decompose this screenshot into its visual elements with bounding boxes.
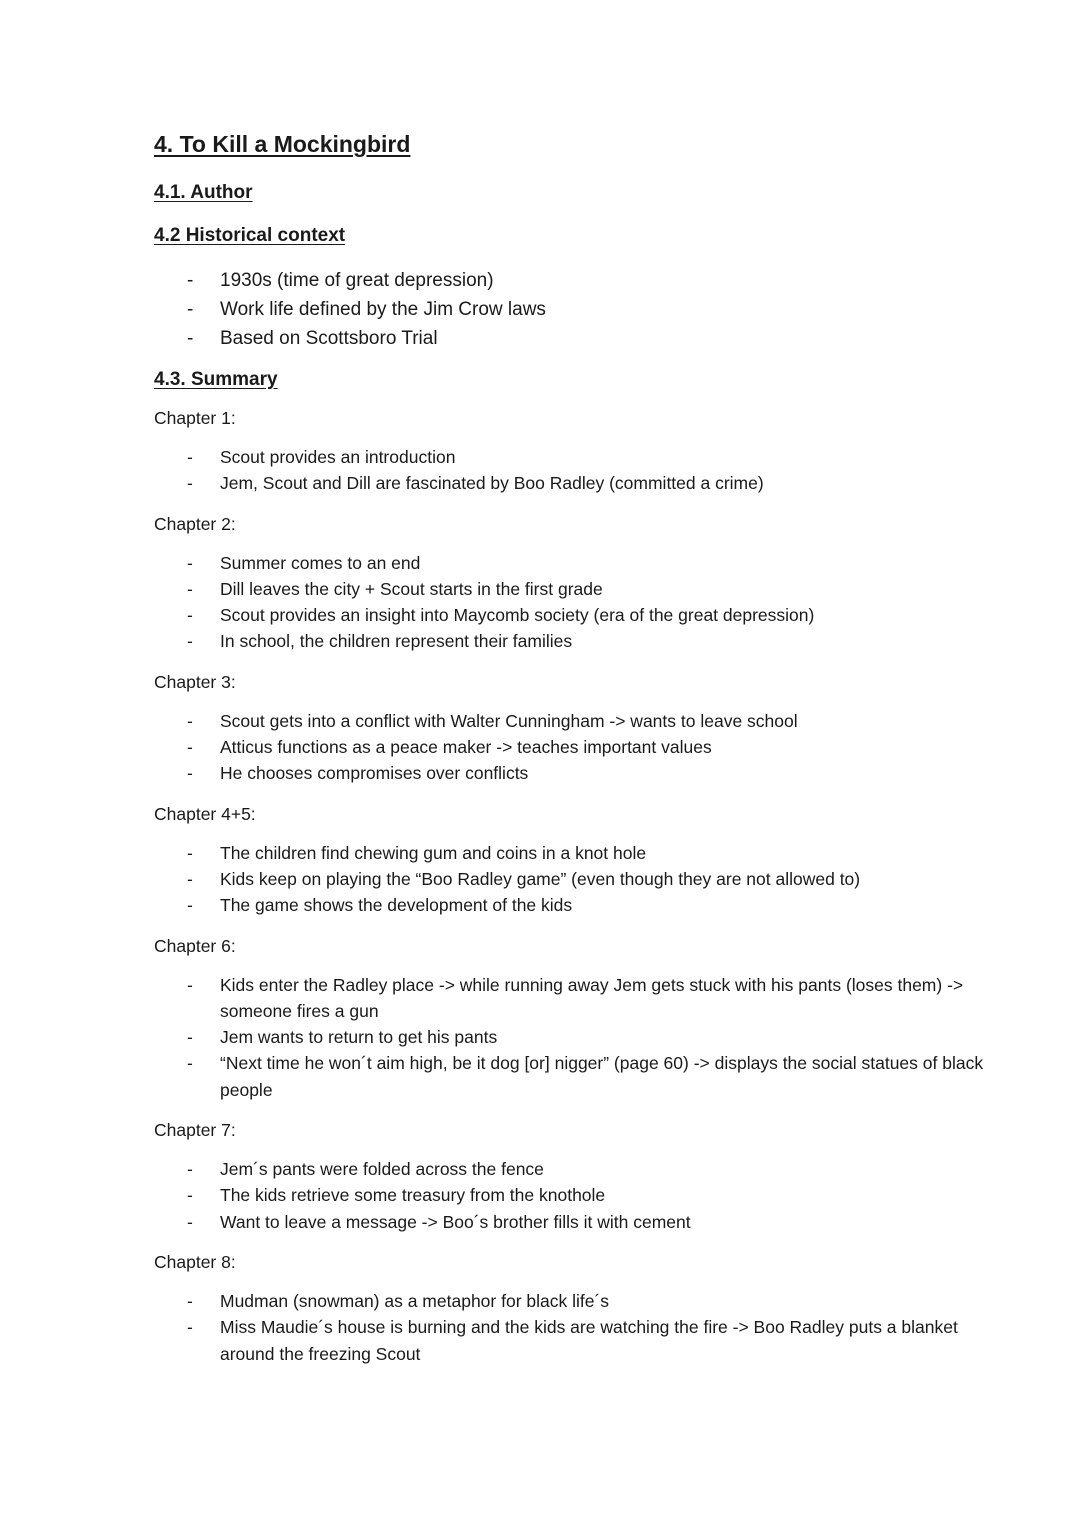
bullet-dash: - xyxy=(187,1290,193,1311)
list-item xyxy=(154,470,994,496)
list-item xyxy=(154,1050,994,1103)
section-heading-historical-context: 4.2 Historical context xyxy=(154,225,346,246)
section-heading-summary: 4.3. Summary xyxy=(154,369,278,390)
bullet-dash: - xyxy=(187,552,193,573)
chapter-label: Chapter 2: xyxy=(154,513,236,534)
list-item-text: Scout provides an introduction xyxy=(220,447,456,467)
chapter-label: Chapter 3: xyxy=(154,671,236,692)
list-item-text: Summer comes to an end xyxy=(220,552,421,573)
list-item xyxy=(154,550,994,576)
chapter-label: Chapter 4+5: xyxy=(154,803,256,824)
list-item xyxy=(154,1288,994,1314)
list-item-text: The children find chewing gum and coins in a knot hole xyxy=(220,842,647,863)
list-item-text: Jem´s pants were folded across the fence xyxy=(220,1159,544,1180)
chapter-bullet-list xyxy=(154,840,994,919)
bullet-dash: - xyxy=(187,842,193,863)
list-item-text: Jem, Scout and Dill are fascinated by Boo Radley (committed a crime) xyxy=(220,473,764,494)
list-item-text: Jem wants to return to get his pants xyxy=(220,1027,498,1048)
bullet-dash: - xyxy=(187,328,194,349)
list-item-text: Atticus functions as a peace maker -> teaches important values xyxy=(220,737,712,758)
list-item xyxy=(154,892,994,918)
list-item xyxy=(154,1182,994,1208)
chapter-bullet-list xyxy=(154,550,994,655)
list-item xyxy=(154,444,994,470)
bullet-dash: - xyxy=(187,763,193,784)
bullet-dash: - xyxy=(187,737,193,758)
bullet-dash: - xyxy=(187,1027,193,1048)
bullet-dash: - xyxy=(187,1053,193,1074)
list-item-text: Kids keep on playing the “Boo Radley game” (even though they are not allowed to) xyxy=(220,868,861,889)
list-item xyxy=(154,628,994,654)
list-item-text: Miss Maudie´s house is burning and the kids are watching the fire -> Boo Radley puts a blanket around the freezing Scout xyxy=(220,1317,958,1364)
bullet-dash: - xyxy=(187,605,193,626)
list-item xyxy=(154,576,994,602)
chapter-bullet-list xyxy=(154,1288,994,1367)
list-item-text: The game shows the development of the kids xyxy=(220,895,573,916)
bullet-dash: - xyxy=(187,710,193,731)
list-item-text: Work life defined by the Jim Crow laws xyxy=(220,299,546,320)
list-item-text: He chooses compromises over conflicts xyxy=(220,763,529,784)
list-item-text: Based on Scottsboro Trial xyxy=(220,328,438,349)
list-item-text: The kids retrieve some treasury from the knothole xyxy=(220,1185,606,1206)
list-item-text: Want to leave a message -> Boo´s brother fills it with cement xyxy=(220,1211,691,1232)
list-item xyxy=(154,708,994,734)
chapter-bullet-list xyxy=(154,444,994,497)
list-item xyxy=(154,1209,994,1235)
list-item xyxy=(154,1314,994,1367)
bullet-dash: - xyxy=(187,299,194,320)
bullet-dash: - xyxy=(187,1159,193,1180)
list-item xyxy=(154,734,994,760)
document-page xyxy=(154,128,994,1381)
chapter-bullet-list xyxy=(154,1156,994,1235)
chapter-bullet-list xyxy=(154,972,994,1103)
historical-context-list xyxy=(154,266,994,353)
list-item xyxy=(154,266,994,295)
chapter-label: Chapter 1: xyxy=(154,408,236,428)
document-title: 4. To Kill a Mockingbird xyxy=(154,131,411,157)
list-item xyxy=(154,295,994,324)
chapter-label: Chapter 6: xyxy=(154,935,236,956)
bullet-dash: - xyxy=(187,270,194,291)
list-item-text: Scout gets into a conflict with Walter Cunningham -> wants to leave school xyxy=(220,710,798,731)
bullet-dash: - xyxy=(187,1317,193,1338)
list-item-text: Dill leaves the city + Scout starts in the first grade xyxy=(220,578,603,599)
list-item-text: Scout provides an insight into Maycomb society (era of the great depression) xyxy=(220,605,815,626)
list-item-text: 1930s (time of great depression) xyxy=(220,270,494,291)
bullet-dash: - xyxy=(187,447,193,467)
bullet-dash: - xyxy=(187,895,193,916)
list-item-text: Kids enter the Radley place -> while running away Jem gets stuck with his pants (loses them) -> someone fires a gun xyxy=(220,974,964,1021)
list-item-text: In school, the children represent their families xyxy=(220,631,573,652)
bullet-dash: - xyxy=(187,631,193,652)
list-item xyxy=(154,972,994,1025)
list-item xyxy=(154,1024,994,1050)
list-item xyxy=(154,602,994,628)
list-item xyxy=(154,840,994,866)
list-item-text: Mudman (snowman) as a metaphor for black life´s xyxy=(220,1290,610,1311)
section-heading-author: 4.1. Author xyxy=(154,182,253,203)
list-item xyxy=(154,866,994,892)
bullet-dash: - xyxy=(187,1211,193,1232)
list-item xyxy=(154,760,994,786)
bullet-dash: - xyxy=(187,868,193,889)
bullet-dash: - xyxy=(187,578,193,599)
summary-chapters xyxy=(154,405,994,1367)
chapter-bullet-list xyxy=(154,708,994,787)
list-item xyxy=(154,1156,994,1182)
bullet-dash: - xyxy=(187,1185,193,1206)
bullet-dash: - xyxy=(187,473,193,494)
chapter-label: Chapter 7: xyxy=(154,1120,236,1141)
list-item xyxy=(154,324,994,353)
chapter-label: Chapter 8: xyxy=(154,1251,236,1272)
bullet-dash: - xyxy=(187,974,193,995)
list-item-text: “Next time he won´t aim high, be it dog [or] nigger” (page 60) -> displays the social statues of black people xyxy=(220,1053,984,1100)
